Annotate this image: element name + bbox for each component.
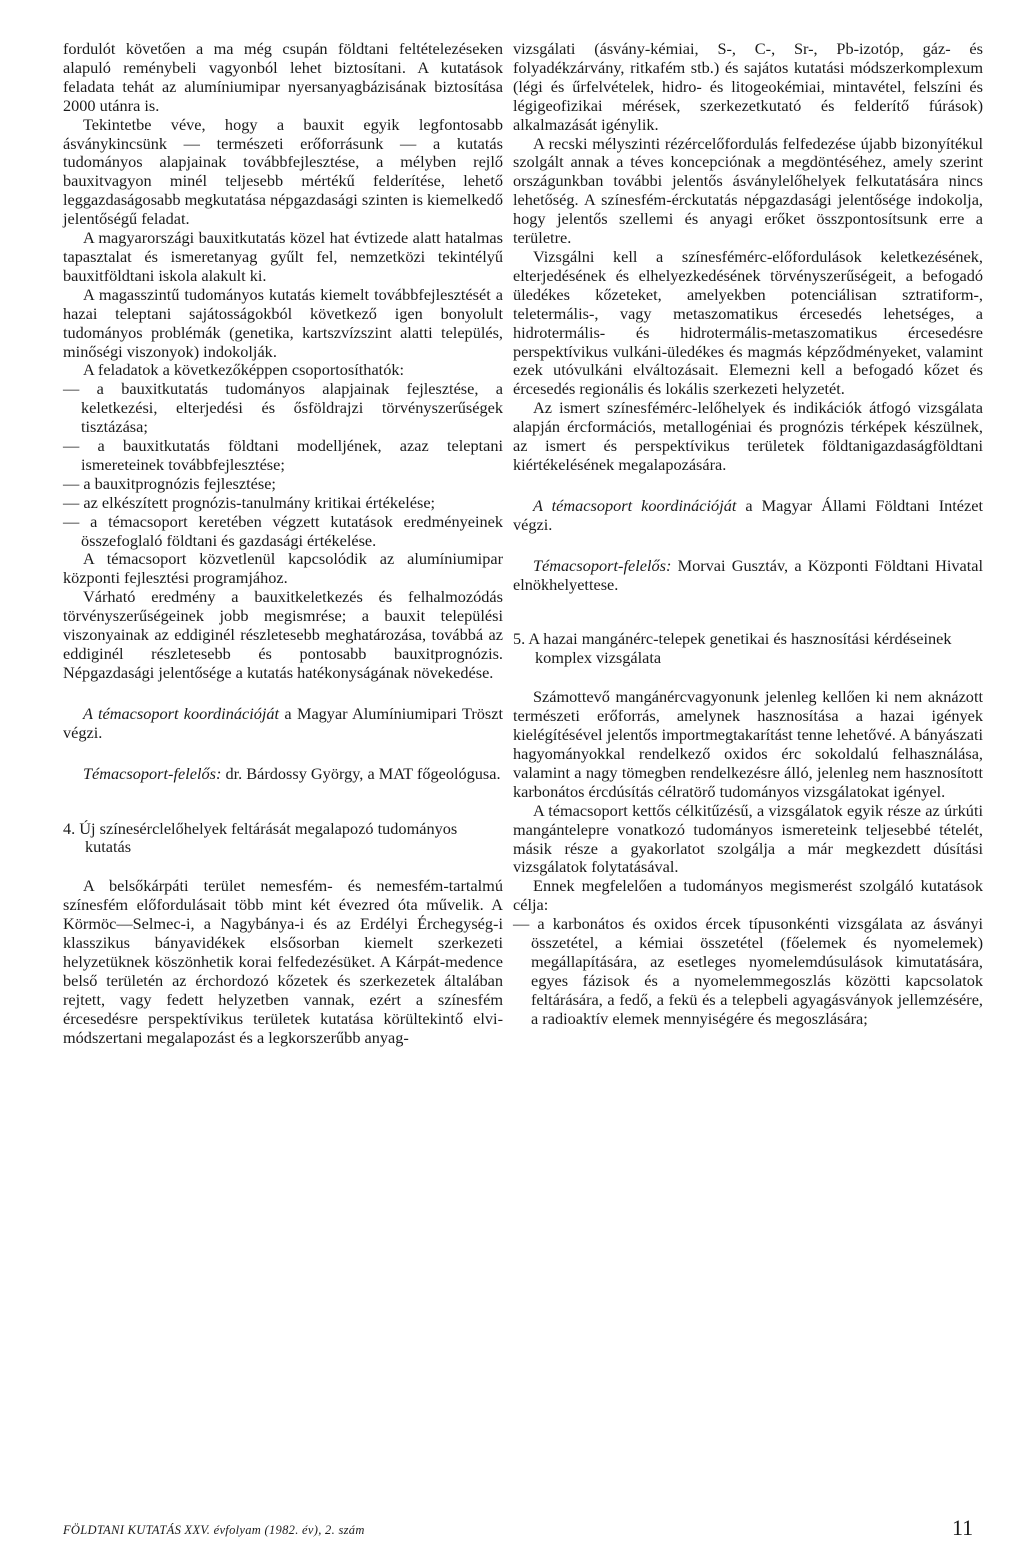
list-item: — a bauxitprognózis fejlesztése; xyxy=(63,473,276,493)
coordination-text: a Magyar Alumíniumipari Tröszt végzi. xyxy=(63,703,504,742)
coordination-text: a Magyar Állami Földtani Intézet végzi. xyxy=(513,495,983,534)
paragraph: A témacsoport kettős célkitűzésű, a vizsgálatok egyik része az úrkúti mangántelepre vonatkozó tudományos ismereteink teljesebbé tételét, másik része a gyakorlatot szolgálja a már megkezdett dúsítási vizsgálatok folytatásával. xyxy=(513,800,983,877)
paragraph: vizsgálati (ásvány-kémiai, S-, C-, Sr-, Pb-izotóp, gáz- és folyadékzárvány, ritkafém stb.) és sajátos kutatási módszerkomplexum (légi és űrfelvételek, hidro- és litogeokémiai, mintavétel, felszíni és légigeofizikai mérések, szerkezetkutató és felderítő fúrások) alkalmazását igénylik. xyxy=(513,39,983,134)
paragraph: Vizsgálni kell a színesfémérc-előfordulások keletkezésének, elterjedésének és elhelyezkedésének törvényszerűségeit, a befogadó üledékes kőzeteket, amelyekben potenciálisan sztratiform-, teletermális-, vagy metaszomatikus ércesedés lehetséges, a hidrotermális- és hidrotermális-metaszomatikus ércesedésre perspektívikus vulkáni-üledékes és magmás képződményeket, valamint ezek utóvulkáni elváltozásait. Elemezni kell a befogadó kőzet és ércesedés regionális és lokális szerkezeti helyzetét. xyxy=(513,246,983,399)
paragraph: Számottevő mangánércvagyonunk jelenleg kellően ki nem aknázott természeti erőforrás, amelynek hasznosítása a hazai igények kielégítésével jelentős importmegtakarítást tenne lehetővé. A bányászati hagyományokkal rendelkező oxidos érc sokoldalú felhasználása, valamint a nagy tömegben rendelkezésre álló, jelenleg nem hasznosított karbonátos ércdúsítás célratörő tudományos vizsgálatokat igényel. xyxy=(513,687,983,801)
coordination-label: A témacsoport koordinációját xyxy=(83,703,280,723)
responsible-note xyxy=(63,765,503,784)
list-item: — az elkészített prognózis-tanulmány kritikai értékelése; xyxy=(63,492,436,512)
paragraph: A belsőkárpáti terület nemesfém- és nemesfém-tartalmú színesfém előfordulásait több mint két évezred óta művelik. A Körmöc—Selmec-i, a Nagybánya-i és az Erdélyi Érchegység-i klasszikus bányavidékek elsősorban kiemelt szerkezeti helyzetüknek köszönhetik korai felfedezésüket. A Kárpát-medence belső területén az érchordozó kőzetek és szerkezetek általában rejtett, vagy fedett helyzetben vannak, ezért a színesfém ércesedésre perspektívikus területek kutatása körültekintő elvi-módszertani megalapozást és a legkorszerűbb anyag- xyxy=(63,876,503,1047)
list-item: — a bauxitkutatás tudományos alapjainak fejlesztése, a keletkezési, elterjedési és ősföldrajzi törvényszerűségek tisztázása; xyxy=(63,379,503,437)
page-number: 11 xyxy=(952,1515,974,1540)
responsible-text: dr. Bárdossy György, a MAT főgeológusa. xyxy=(221,763,501,783)
paragraph: A magyarországi bauxitkutatás közel hat évtizede alatt hatalmas tapasztalat és ismeretanyag gyűlt fel, nemzetközi tekintélyű bauxitföldtani iskola alakult ki. xyxy=(63,228,503,285)
coordination-note xyxy=(63,705,503,743)
paragraph: A témacsoport közvetlenül kapcsolódik az alumíniumipar központi fejlesztési programjához. xyxy=(63,549,503,588)
coordination-label: A témacsoport koordinációját xyxy=(533,495,737,515)
section-heading: 4. Új színesérclelőhelyek feltárását megalapozó tudományos kutatás xyxy=(63,818,458,857)
section-heading: 5. A hazai mangánérc-telepek genetikai és hasznosítási kérdéseinek komplex vizsgálata xyxy=(513,629,952,668)
paragraph: Tekintetbe véve, hogy a bauxit egyik legfontosabb ásványkincsünk — természeti erőforrásunk — a kutatás tudományos alapjainak továbbfejlesztése, a mélyben rejlő bauxitvagyon minél teljesebb mértékű felderítése, lehető leggazdaságosabb megkutatása népgazdasági szinten is kiemelkedő jelentőségű feladat. xyxy=(63,114,503,229)
footer-journal-title: FÖLDTANI KUTATÁS XXV. évfolyam (1982. év), 2. szám xyxy=(63,1523,365,1537)
paragraph: A magasszintű tudományos kutatás kiemelt továbbfejlesztését a hazai teleptani sajátosságokból következő igen bonyolult tudományos problémák (genetika, kartszvízszint alatti település, minőségi viszonyok) indokolják. xyxy=(63,284,503,361)
responsible-label: Témacsoport-felelős: xyxy=(83,763,222,783)
left-column xyxy=(63,40,503,1048)
coordination-note xyxy=(513,497,983,535)
paragraph: Ennek megfelelően a tudományos megismerést szolgáló kutatások célja: xyxy=(513,876,983,915)
responsible-text: Morvai Gusztáv, a Központi Földtani Hivatal elnökhelyettese. xyxy=(513,555,983,594)
responsible-note xyxy=(513,557,983,595)
paragraph: Várható eredmény a bauxitkeletkezés és felhalmozódás törvényszerűségeinek jobb megismrése; a bauxit települési viszonyainak az eddiginél részletesebb meghatározása, továbbá az eddiginél részletesebb és pontosabb bauxitprognózis. Népgazdasági jelentősége a kutatás hatékonyságának növekedése. xyxy=(63,587,503,682)
list-item: — a bauxitkutatás földtani modelljének, azaz teleptani ismereteinek továbbfejlesztése; xyxy=(63,436,503,474)
paragraph: fordulót követően a ma még csupán földtani feltételezéseken alapuló reménybeli vagyonból lehet biztosítani. A kutatások feladata tehát az alumíniumipar nyersanyagbázisának biztosítása 2000 utánra is. xyxy=(63,39,503,115)
list-item: — a témacsoport keretében végzett kutatások eredményeinek összefoglaló földtani és gazdasági értékelése. xyxy=(63,511,503,550)
paragraph: Az ismert színesfémérc-lelőhelyek és indikációk átfogó vizsgálata alapján ércformációs, metallogéniai és prognózis térképek készülnek, az ismert és perspektívikus területek földtanigazdaságföldtani kiértékelésének megalapozására. xyxy=(513,398,983,474)
list-item: — a karbonátos és oxidos ércek típusonkénti vizsgálata az ásványi összetétel, a kémiai összetétel (főelemek és nyomelemek) megállapítására, az esetleges nyomelemdúsulások kimutatására, egyes fázisok és a nyomelemmegoszlás közötti kapcsolatok feltárására, a fedő, a fekü és a telepbeli agyagásványok jellemzésére, a radioaktív elemek mennyiségére és megoszlására; xyxy=(513,914,983,1028)
paragraph: A feladatok a következőképpen csoportosíthatók: xyxy=(83,360,405,380)
paragraph: A recski mélyszinti rézércelőfordulás felfedezése újabb bizonyítékul szolgált annak a téves koncepciónak a megdöntéséhez, amely szerint országunkban további jelentős ásványlelőhelyek felkutatására nincs lehetőség. A színesfém-érckutatás népgazdasági jelentősége indokolja, hogy jelentős szellemi és anyagi erőket összpontosítsunk erre a területre. xyxy=(513,133,983,248)
responsible-label: Témacsoport-felelős: xyxy=(533,555,672,575)
right-column xyxy=(513,40,983,1029)
